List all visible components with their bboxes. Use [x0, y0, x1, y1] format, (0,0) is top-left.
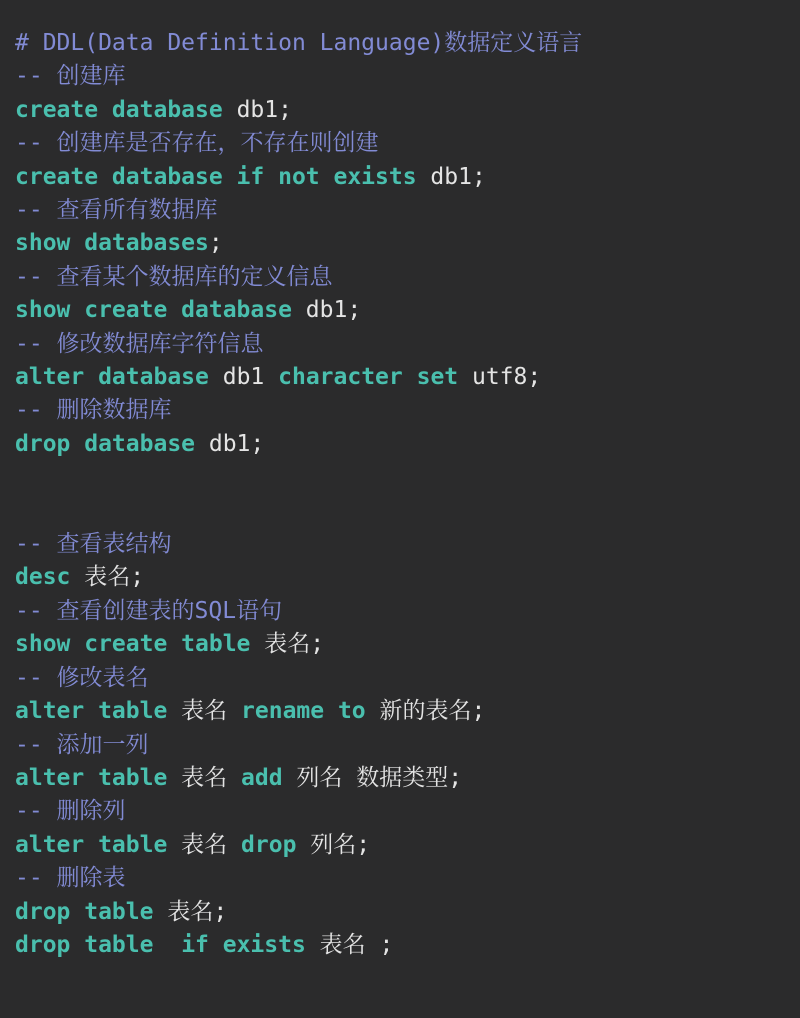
token-comment: -- 创建库 — [15, 63, 126, 90]
token-keyword: alter table — [15, 698, 168, 725]
code-line — [15, 528, 792, 561]
token-keyword: drop database — [15, 430, 196, 457]
token-comment: -- 修改数据库字符信息 — [15, 330, 264, 357]
token-keyword: drop — [241, 831, 297, 858]
token-plain: 表名; — [70, 564, 145, 591]
token-keyword: show databases — [15, 230, 209, 257]
token-plain: db1; — [291, 297, 362, 324]
token-plain: 列名 数据类型; — [282, 764, 463, 791]
code-line — [15, 762, 792, 795]
token-comment: -- 删除列 — [15, 798, 126, 825]
token-comment: -- 查看某个数据库的定义信息 — [15, 263, 333, 290]
token-plain: 表名 — [167, 698, 242, 725]
code-line — [15, 328, 792, 361]
token-keyword: alter database — [15, 364, 209, 391]
code-line — [15, 161, 792, 194]
code-line — [15, 729, 792, 762]
token-comment: -- 删除表 — [15, 865, 126, 892]
token-plain — [153, 932, 181, 958]
token-comment: # DDL(Data Definition Language)数据定义语言 — [15, 30, 583, 56]
code-line — [15, 27, 792, 60]
token-plain: db1; — [222, 96, 292, 123]
token-comment: -- 删除数据库 — [15, 397, 172, 424]
token-keyword: create database — [15, 96, 223, 123]
token-plain: 新的表名; — [365, 698, 486, 725]
code-line — [15, 261, 792, 294]
token-keyword: drop table — [15, 898, 154, 925]
token-plain: 表名; — [153, 898, 228, 925]
token-keyword: drop table — [15, 931, 154, 958]
code-line — [15, 595, 792, 628]
token-plain: ; — [208, 230, 223, 257]
token-keyword: show create table — [15, 631, 251, 658]
token-plain: utf8; — [458, 364, 542, 391]
token-keyword: desc — [15, 564, 71, 591]
code-line — [15, 662, 792, 695]
token-plain: 表名 ; — [305, 931, 394, 958]
code-line — [15, 94, 792, 127]
token-plain: db1; — [195, 430, 265, 457]
token-plain: 表名 — [167, 764, 242, 791]
token-comment: -- 创建库是否存在，不存在则创建 — [15, 130, 379, 157]
token-keyword: character set — [278, 364, 459, 391]
token-plain: 列名; — [296, 831, 371, 858]
token-comment: -- 查看表结构 — [15, 531, 172, 558]
token-keyword: rename to — [241, 698, 366, 725]
code-line — [15, 829, 792, 862]
code-line — [15, 227, 792, 260]
token-keyword: show create database — [15, 297, 292, 324]
code-line — [15, 127, 792, 160]
token-plain: db1; — [416, 163, 486, 190]
code-line — [15, 60, 792, 93]
code-line — [15, 695, 792, 728]
code-line — [15, 862, 792, 895]
token-keyword: alter table — [15, 831, 168, 858]
code-line — [15, 361, 792, 394]
code-line — [15, 428, 792, 461]
token-keyword: alter table — [15, 764, 168, 791]
code-line — [15, 461, 792, 494]
code-line — [15, 561, 792, 594]
code-line — [15, 394, 792, 427]
code-line — [15, 628, 792, 661]
token-comment: -- 查看所有数据库 — [15, 197, 218, 224]
token-keyword: if exists — [181, 931, 306, 958]
token-plain: 表名; — [250, 631, 325, 658]
code-line — [15, 795, 792, 828]
code-line — [15, 929, 792, 962]
token-plain: 表名 — [167, 831, 242, 858]
token-plain: db1 — [208, 364, 279, 391]
code-line — [15, 495, 792, 528]
code-line — [15, 194, 792, 227]
token-comment: -- 修改表名 — [15, 664, 149, 691]
token-keyword: create database if not exists — [15, 163, 417, 190]
code-line — [15, 896, 792, 929]
token-comment: -- 添加一列 — [15, 731, 149, 758]
token-comment: -- 查看创建表的SQL语句 — [15, 597, 283, 624]
code-line — [15, 294, 792, 327]
token-keyword: add — [241, 764, 283, 791]
